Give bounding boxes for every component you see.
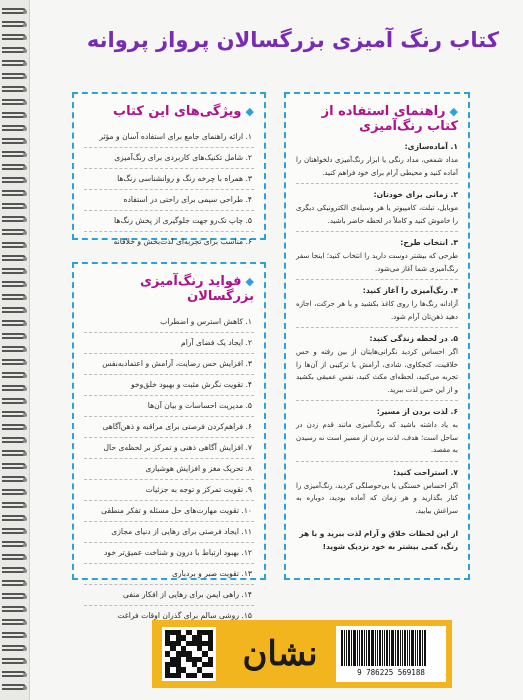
page-title: کتاب رنگ آمیزی بزرگسالان پرواز پروانه — [86, 28, 499, 52]
spiral-ring — [2, 372, 26, 378]
spiral-ring — [2, 86, 26, 92]
guide-section-title: ۶. لذت بردن از مسیر: — [376, 407, 458, 416]
spiral-ring — [2, 658, 26, 664]
spiral-ring — [2, 229, 26, 235]
spiral-ring — [2, 606, 26, 612]
spiral-ring — [2, 450, 26, 456]
list-item: ۱. ارائه راهنمای جامع برای استفاده آسان و مؤثر — [84, 127, 254, 148]
list-item: ۱۱. ایجاد فرصتی برای رهایی از دنیای مجازی — [84, 522, 254, 543]
guide-section-title: ۲. زمانی برای خودتان: — [373, 190, 458, 199]
guide-section-title: ۱. آماده‌سازی: — [404, 142, 458, 151]
spiral-ring — [2, 73, 26, 79]
spiral-binding — [0, 0, 30, 700]
spiral-ring — [2, 8, 26, 14]
spiral-ring — [2, 424, 26, 430]
spiral-ring — [2, 463, 26, 469]
spiral-ring — [2, 489, 26, 495]
guide-section — [296, 286, 458, 328]
spiral-ring — [2, 34, 26, 40]
spiral-ring — [2, 255, 26, 261]
publisher-logo: نشان — [242, 634, 318, 674]
spiral-ring — [2, 112, 26, 118]
list-item: ۱۲. بهبود ارتباط با درون و شناخت عمیق‌تر خود — [84, 543, 254, 564]
spiral-ring — [2, 99, 26, 105]
spiral-ring — [2, 242, 26, 248]
spiral-ring — [2, 359, 26, 365]
spiral-ring — [2, 268, 26, 274]
spiral-ring — [2, 567, 26, 573]
spiral-ring — [2, 411, 26, 417]
guide-section-text: به یاد داشته باشید که رنگ‌آمیزی مانند قدم زدن در ساحل است؛ هدف، لذت بردن از مسیر است نه رسیدن به مقصد. — [296, 419, 458, 462]
spiral-ring — [2, 138, 26, 144]
publisher-bar — [152, 620, 452, 688]
guide-section — [296, 190, 458, 232]
spiral-ring — [2, 151, 26, 157]
list-item: ۳. افزایش حس رضایت، آرامش و اعتماد‌به‌نفس — [84, 354, 254, 375]
list-item: ۸. تحریک مغز و افزایش هوشیاری — [84, 459, 254, 480]
spiral-ring — [2, 333, 26, 339]
benefits-heading: ◆فواید رنگ‌آمیزی بزرگسالان — [140, 274, 254, 304]
spiral-ring — [2, 632, 26, 638]
spiral-ring — [2, 528, 26, 534]
list-item: ۱۳. تقویت صبر و بردباری — [84, 564, 254, 585]
spiral-ring — [2, 320, 26, 326]
spiral-ring — [2, 398, 26, 404]
spiral-ring — [2, 645, 26, 651]
bullet-icon: ◆ — [245, 105, 254, 118]
spiral-ring — [2, 203, 26, 209]
benefits-list — [84, 312, 254, 626]
list-item: ۲. شامل تکنیک‌های کاربردی برای رنگ‌آمیزی — [84, 148, 254, 169]
list-item: ۶. مناسب برای تجربه‌ای لذت‌بخش و خلاقانه — [113, 237, 252, 246]
spiral-ring — [2, 554, 26, 560]
list-item: ۳. همراه با چرخه رنگ و روانشناسی رنگ‌ها — [84, 169, 254, 190]
spiral-ring — [2, 580, 26, 586]
guide-section — [296, 142, 458, 184]
spiral-ring — [2, 190, 26, 196]
guide-closing: از این لحظات خلاق و آرام لذت ببرید و با هر رنگ، کمی بیشتر به خود نزدیک شوید! — [299, 529, 458, 551]
bullet-icon: ◆ — [245, 275, 254, 288]
spiral-ring — [2, 502, 26, 508]
guide-section — [296, 334, 458, 401]
list-item: ۶. فراهم‌کردن فرصتی برای مراقبه و ذهن‌آگاهی — [84, 417, 254, 438]
guide-section-title: ۳. انتخاب طرح: — [400, 238, 458, 247]
qr-code-icon — [162, 627, 216, 681]
guide-box — [284, 92, 470, 580]
features-heading: ◆ویژگی‌های این کتاب — [113, 104, 254, 119]
spiral-ring — [2, 307, 26, 313]
spiral-ring — [2, 385, 26, 391]
isbn-number: 9 786225 569188 — [357, 668, 425, 677]
features-list — [84, 127, 254, 252]
spiral-ring — [2, 294, 26, 300]
list-item: ۱. کاهش استرس و اضطراب — [84, 312, 254, 333]
spiral-ring — [2, 671, 26, 677]
spiral-ring — [2, 593, 26, 599]
spiral-ring — [2, 216, 26, 222]
spiral-ring — [2, 541, 26, 547]
list-item: ۹. تقویت تمرکز و توجه به جزئیات — [84, 480, 254, 501]
guide-heading: ◆راهنمای استفاده از کتاب رنگ‌آمیزی — [321, 104, 458, 134]
guide-section-text: موبایل، تبلت، کامپیوتر یا هر وسیله‌ی الکترونیکی دیگری را خاموش کنید و کاملاً در لحظه حاضر باشید. — [296, 202, 458, 232]
spiral-ring — [2, 60, 26, 66]
guide-section-title: ۵. در لحظه زندگی کنید: — [369, 334, 458, 343]
spiral-ring — [2, 281, 26, 287]
spiral-ring — [2, 346, 26, 352]
list-item: ۵. مدیریت احساسات و بیان آن‌ها — [84, 396, 254, 417]
spiral-ring — [2, 177, 26, 183]
bullet-icon: ◆ — [449, 105, 458, 118]
guide-section-text: مداد شمعی، مداد رنگی یا ابزار رنگ‌آمیزی دلخواهتان را آماده کنید و محیطی آرام برای خود فراهم کنید. — [296, 154, 458, 184]
list-item: ۴. طراحی سیمی برای راحتی در استفاده — [84, 190, 254, 211]
list-item: ۱۰. تقویت مهارت‌های حل مسئله و تفکر منطقی — [84, 501, 254, 522]
features-box — [72, 92, 266, 246]
list-item: ۲. ایجاد یک فضای آرام — [84, 333, 254, 354]
guide-section-text: آزادانه رنگ‌ها را روی کاغذ بکشید و با هر حرکت، اجازه دهید ذهن‌تان آرام شود. — [296, 298, 458, 328]
guide-section-text: طرحی که بیشتر دوست دارید را انتخاب کنید؛ اینجا سفر رنگ‌آمیزی شما آغاز می‌شود. — [296, 250, 458, 280]
guide-section-text: اگر احساس خستگی یا بی‌حوصلگی کردید، رنگ‌آمیزی را کنار بگذارید و هر زمان که آماده بودید، دوباره به سراغش بیایید. — [296, 481, 458, 515]
list-item: ۷. افزایش آگاهی ذهنی و تمرکز بر لحظه‌ی حال — [84, 438, 254, 459]
spiral-ring — [2, 164, 26, 170]
guide-section — [296, 468, 458, 522]
guide-section-title: ۴. رنگ‌آمیزی را آغاز کنید: — [362, 286, 458, 295]
barcode-bars-icon — [341, 630, 441, 666]
guide-section-title: ۷. استراحت کنید: — [393, 467, 458, 477]
spiral-ring — [2, 47, 26, 53]
spiral-ring — [2, 125, 26, 131]
guide-section — [296, 238, 458, 280]
list-item: ۵. چاپ تک‌رو جهت جلوگیری از پخش رنگ‌ها — [84, 211, 254, 232]
spiral-ring — [2, 21, 26, 27]
spiral-ring — [2, 515, 26, 521]
list-item: ۴. تقویت نگرش مثبت و بهبود خلق‌وخو — [84, 375, 254, 396]
list-item: ۱۵. روشی سالم برای گذران اوقات فراغت — [117, 611, 252, 620]
spiral-ring — [2, 684, 26, 690]
list-item: ۱۴. راهی ایمن برای رهایی از افکار منفی — [84, 585, 254, 606]
guide-section — [296, 407, 458, 462]
benefits-box — [72, 262, 266, 620]
spiral-ring — [2, 476, 26, 482]
guide-section-text: اگر احساس کردید نگرانی‌هایتان از بین رفته و حس خلاقیت، کنجکاوی، شادی، آرامش یا ترکیبی از آن‌ها را تجربه می‌کنید، لحظه‌ای مکث کنید، نفس عمیقی بکشید و از این حس لذت ببرید. — [296, 346, 458, 401]
spiral-ring — [2, 437, 26, 443]
barcode — [336, 626, 446, 682]
spiral-ring — [2, 619, 26, 625]
